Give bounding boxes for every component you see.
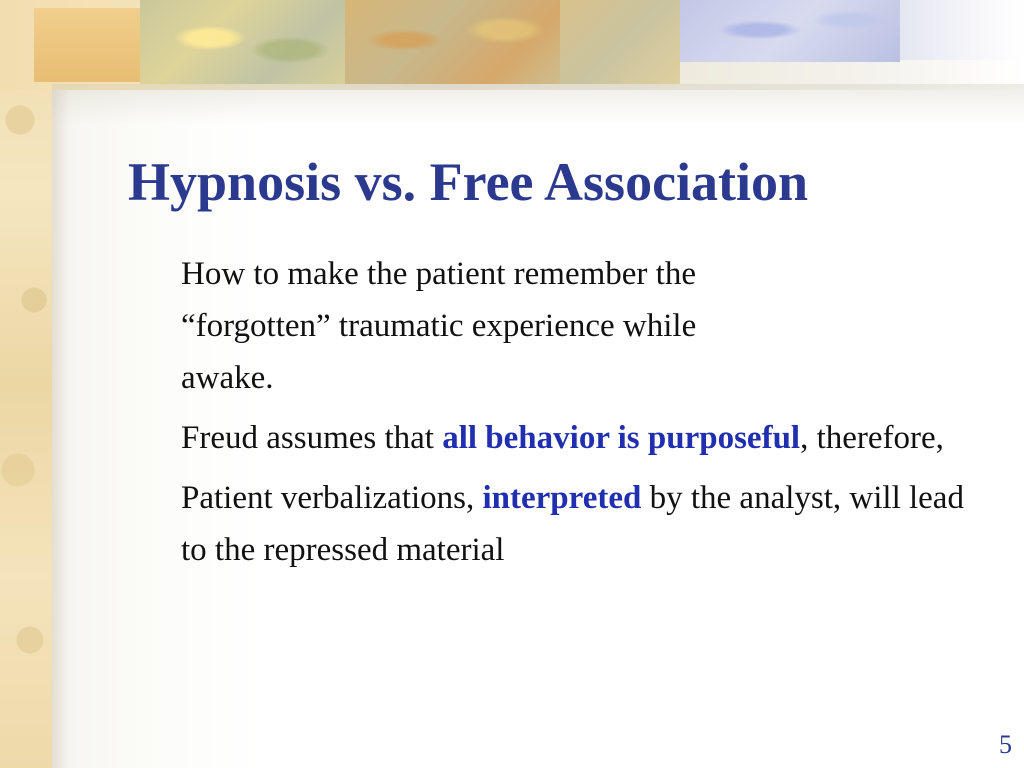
paragraph-text: by the analyst, will lead to the repressed material [181,480,964,568]
banner-blue-image [680,0,900,62]
banner-tile [560,0,680,84]
slide-title: Hypnosis vs. Free Association [128,152,809,212]
paragraph-line: How to make the patient remember the [181,256,696,292]
paragraph-how-to-remember [181,248,981,404]
paragraph-freud-assumes [181,412,981,464]
paragraph-line: awake. [181,360,274,396]
paragraph-text: , therefore, [800,420,944,456]
paragraph-line: “forgotten” traumatic experience while [181,308,697,344]
banner-fade [900,0,1024,60]
paragraph-patient-verbalizations [181,472,981,576]
page-number: 5 [999,730,1012,759]
paragraph-text: Patient verbalizations, [181,480,483,516]
top-banner-decoration [0,0,1024,90]
banner-leaf-image [140,0,345,84]
banner-tile [34,8,140,82]
banner-autumn-image [345,0,560,84]
slide-body [181,248,981,584]
banner-shadow [52,84,1024,124]
parchment-border-decoration [0,0,52,768]
paragraph-text: Freud assumes that [181,420,443,456]
emphasis-text: interpreted [482,480,642,516]
emphasis-text: all behavior is purposeful [442,420,801,456]
